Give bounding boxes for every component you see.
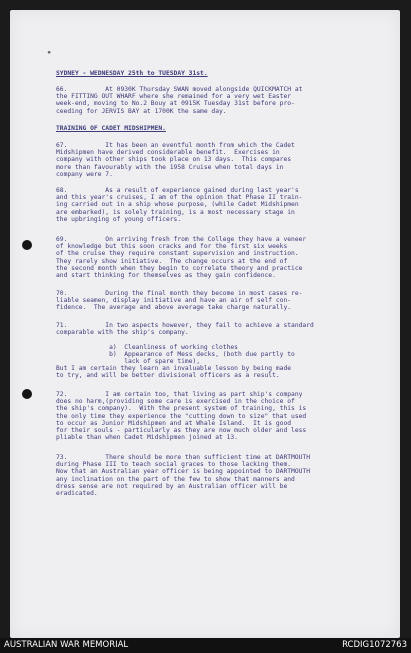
footer-bar: [0, 638, 411, 653]
punch-hole: [22, 240, 32, 250]
paragraph-66: 66. At 0930K Thursday SWAN moved alongside QUICKMATCH at the FITTING OUT WHARF where she remained for a very wet Easter week-end, moving to No.2 Bouy at 0915K Tuesday 31st before pro- ceeding for JERVIS BAY at 1700K the same day.: [56, 86, 303, 115]
paragraph-71: 71. In two aspects however, they fail to achieve a standard comparable with the ship's company. a) Cleanliness of working clothes b) Appearance of Mess decks, (both due partly to lack of spare time), But I am certain they learn an invaluable lesson by being made to try, and will be better divisional officers as a result.: [56, 322, 314, 380]
footer-record-id: RCDIG1072763: [342, 640, 407, 650]
paragraph-69: 69. On arriving fresh from the College they have a veneer of knowledge but this soon cracks and for the first six weeks of the cruise they require constant supervision and instruction. They rarely show initiative. The change occurs at the end of the second month when they begin to correlate theory and practice and start thinking for themselves as they gain confidence.: [56, 236, 307, 280]
footer-source: AUSTRALIAN WAR MEMORIAL: [4, 640, 129, 650]
pen-mark: ⋆: [43, 45, 56, 60]
paragraph-67: 67. It has been an eventful month from which the Cadet Midshipmen have derived considerable benefit. Exercises in company with other ships took place on 13 days. This compares more than favourably with the 1958 Cruise when total days in company were 7.: [56, 142, 295, 178]
punch-hole: [22, 389, 32, 399]
paragraph-72: 72. I am certain too, that living as part ship's company does no harm,(providing some care is exercised in the choice of the ship's company). With the present system of training, this is the only time they experience the "cutting down to size" that used to occur as Junior Midshipmen and at Whale Island. It is good for their souls - particularly as they are now much older and less pliable than when Cadet Midshipmen joined at 13.: [56, 391, 307, 442]
paragraph-73: 73. There should be more than sufficient time at DARTMOUTH during Phase III to teach social graces to those lacking them. Now that an Australian year officer is being appointed to DARTMOUTH any inclination on the part of the few to show that manners and dress sense are not required by an Australian officer will be eradicated.: [56, 454, 311, 498]
paragraph-70: 70. During the final month they become in most cases re- liable seamen, display initiative and have an air of self con- fidence. The average and above average take charge naturally.: [56, 290, 303, 312]
section-heading-training: TRAINING OF CADET MIDSHIPMEN.: [56, 125, 166, 132]
section-heading-sydney: SYDNEY - WEDNESDAY 25th to TUESDAY 31st.: [56, 70, 208, 77]
paragraph-68: 68. As a result of experience gained during last year's and this year's cruises, I am of the opinion that Phase II train- ing carried out in a ship whose purpose, (while Cadet Midshipmen are embarked), is solely training, is a most necessary stage in the upbringing of young officers.: [56, 187, 303, 223]
